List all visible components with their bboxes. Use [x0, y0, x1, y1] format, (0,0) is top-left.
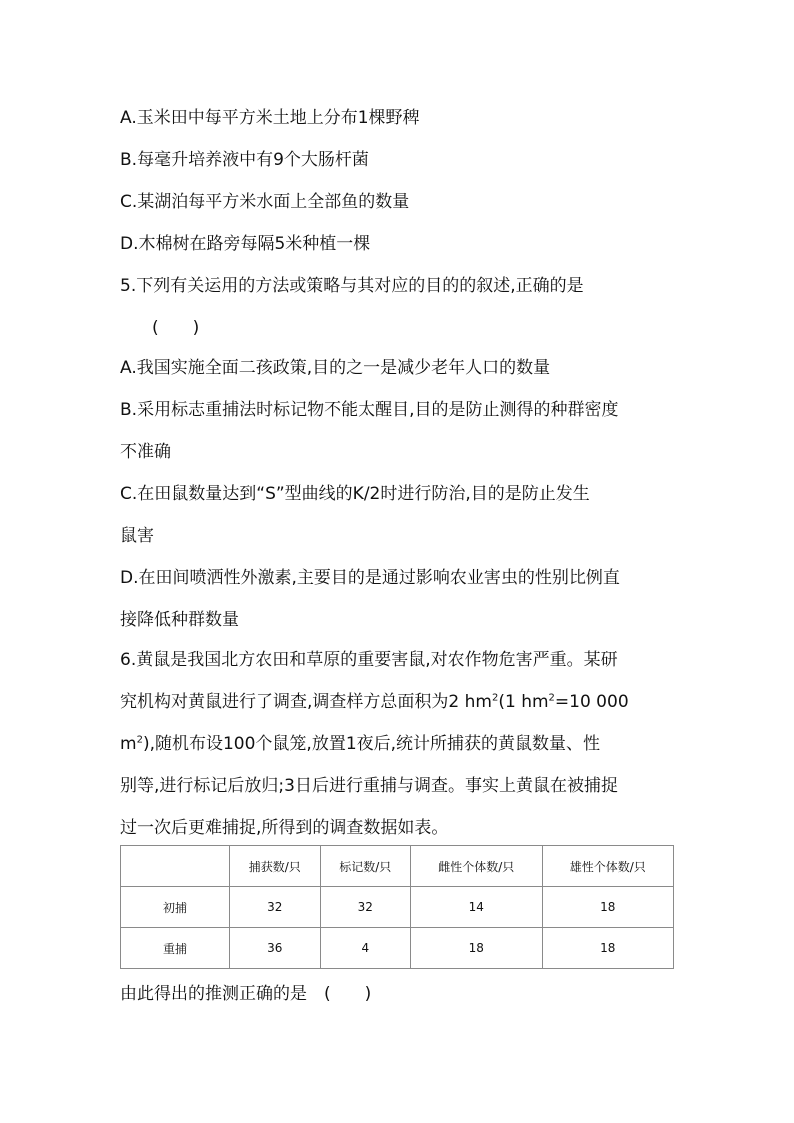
table-cell: 初捕	[121, 887, 230, 928]
q4-option-c: C.某湖泊每平方米水面上全部鱼的数量	[120, 192, 410, 212]
table-header-row	[121, 846, 674, 887]
q6-stem-line3-a: m	[120, 734, 137, 754]
q6-question-prompt: 由此得出的推测正确的是 ( )	[120, 984, 372, 1004]
q4-option-a: A.玉米田中每平方米土地上分布1棵野稗	[120, 108, 420, 128]
q5-option-d-line2: 接降低种群数量	[120, 610, 239, 630]
table-row	[121, 887, 674, 928]
q6-stem-line2	[120, 690, 680, 714]
q6-stem-line1: 6.黄鼠是我国北方农田和草原的重要害鼠,对农作物危害严重。某研	[120, 650, 618, 670]
q5-option-a: A.我国实施全面二孩政策,目的之一是减少老年人口的数量	[120, 358, 551, 378]
superscript: 2	[491, 692, 499, 704]
q5-option-b-line2: 不准确	[120, 442, 171, 462]
table-header-cell: 雌性个体数/只	[411, 846, 542, 887]
table-cell: 36	[230, 928, 321, 969]
table-header-cell: 捕获数/只	[230, 846, 321, 887]
table-cell: 4	[320, 928, 411, 969]
table-cell: 18	[542, 887, 674, 928]
superscript: 2	[136, 734, 143, 746]
table-header-cell: 雄性个体数/只	[542, 846, 674, 887]
q5-stem: 5.下列有关运用的方法或策略与其对应的目的的叙述,正确的是	[120, 276, 584, 296]
q6-stem-line4: 别等,进行标记后放归;3日后进行重捕与调查。事实上黄鼠在被捕捉	[120, 776, 618, 796]
q6-stem-line3	[120, 732, 680, 756]
q4-option-d: D.木棉树在路旁每隔5米种植一棵	[120, 234, 371, 254]
q4-option-b: B.每毫升培养液中有9个大肠杆菌	[120, 150, 369, 170]
q6-stem-line5: 过一次后更难捕捉,所得到的调查数据如表。	[120, 818, 449, 838]
table-cell: 14	[411, 887, 542, 928]
q5-option-c-line2: 鼠害	[120, 526, 154, 546]
q6-stem-line2-c: =10 000	[554, 692, 629, 712]
table-row	[121, 928, 674, 969]
q6-stem-line2-b: (1 hm	[498, 692, 549, 712]
table-header-cell	[121, 846, 230, 887]
table-cell: 18	[411, 928, 542, 969]
table-cell: 重捕	[121, 928, 230, 969]
q5-option-d-line1: D.在田间喷洒性外激素,主要目的是通过影响农业害虫的性别比例直	[120, 568, 620, 588]
q5-option-c-line1: C.在田鼠数量达到“S”型曲线的K/2时进行防治,目的是防止发生	[120, 484, 590, 504]
superscript: 2	[548, 692, 555, 704]
q5-answer-paren: ( )	[152, 318, 200, 338]
q6-stem-line2-a: 究机构对黄鼠进行了调查,调查样方总面积为2 hm	[120, 692, 492, 712]
table-header-cell: 标记数/只	[320, 846, 411, 887]
table-cell: 18	[542, 928, 674, 969]
table-cell: 32	[230, 887, 321, 928]
q5-option-b-line1: B.采用标志重捕法时标记物不能太醒目,目的是防止测得的种群密度	[120, 400, 619, 420]
table-cell: 32	[320, 887, 411, 928]
q6-stem-line3-b: ),随机布设100个鼠笼,放置1夜后,统计所捕获的黄鼠数量、性	[142, 734, 601, 754]
survey-data-table	[120, 845, 674, 969]
